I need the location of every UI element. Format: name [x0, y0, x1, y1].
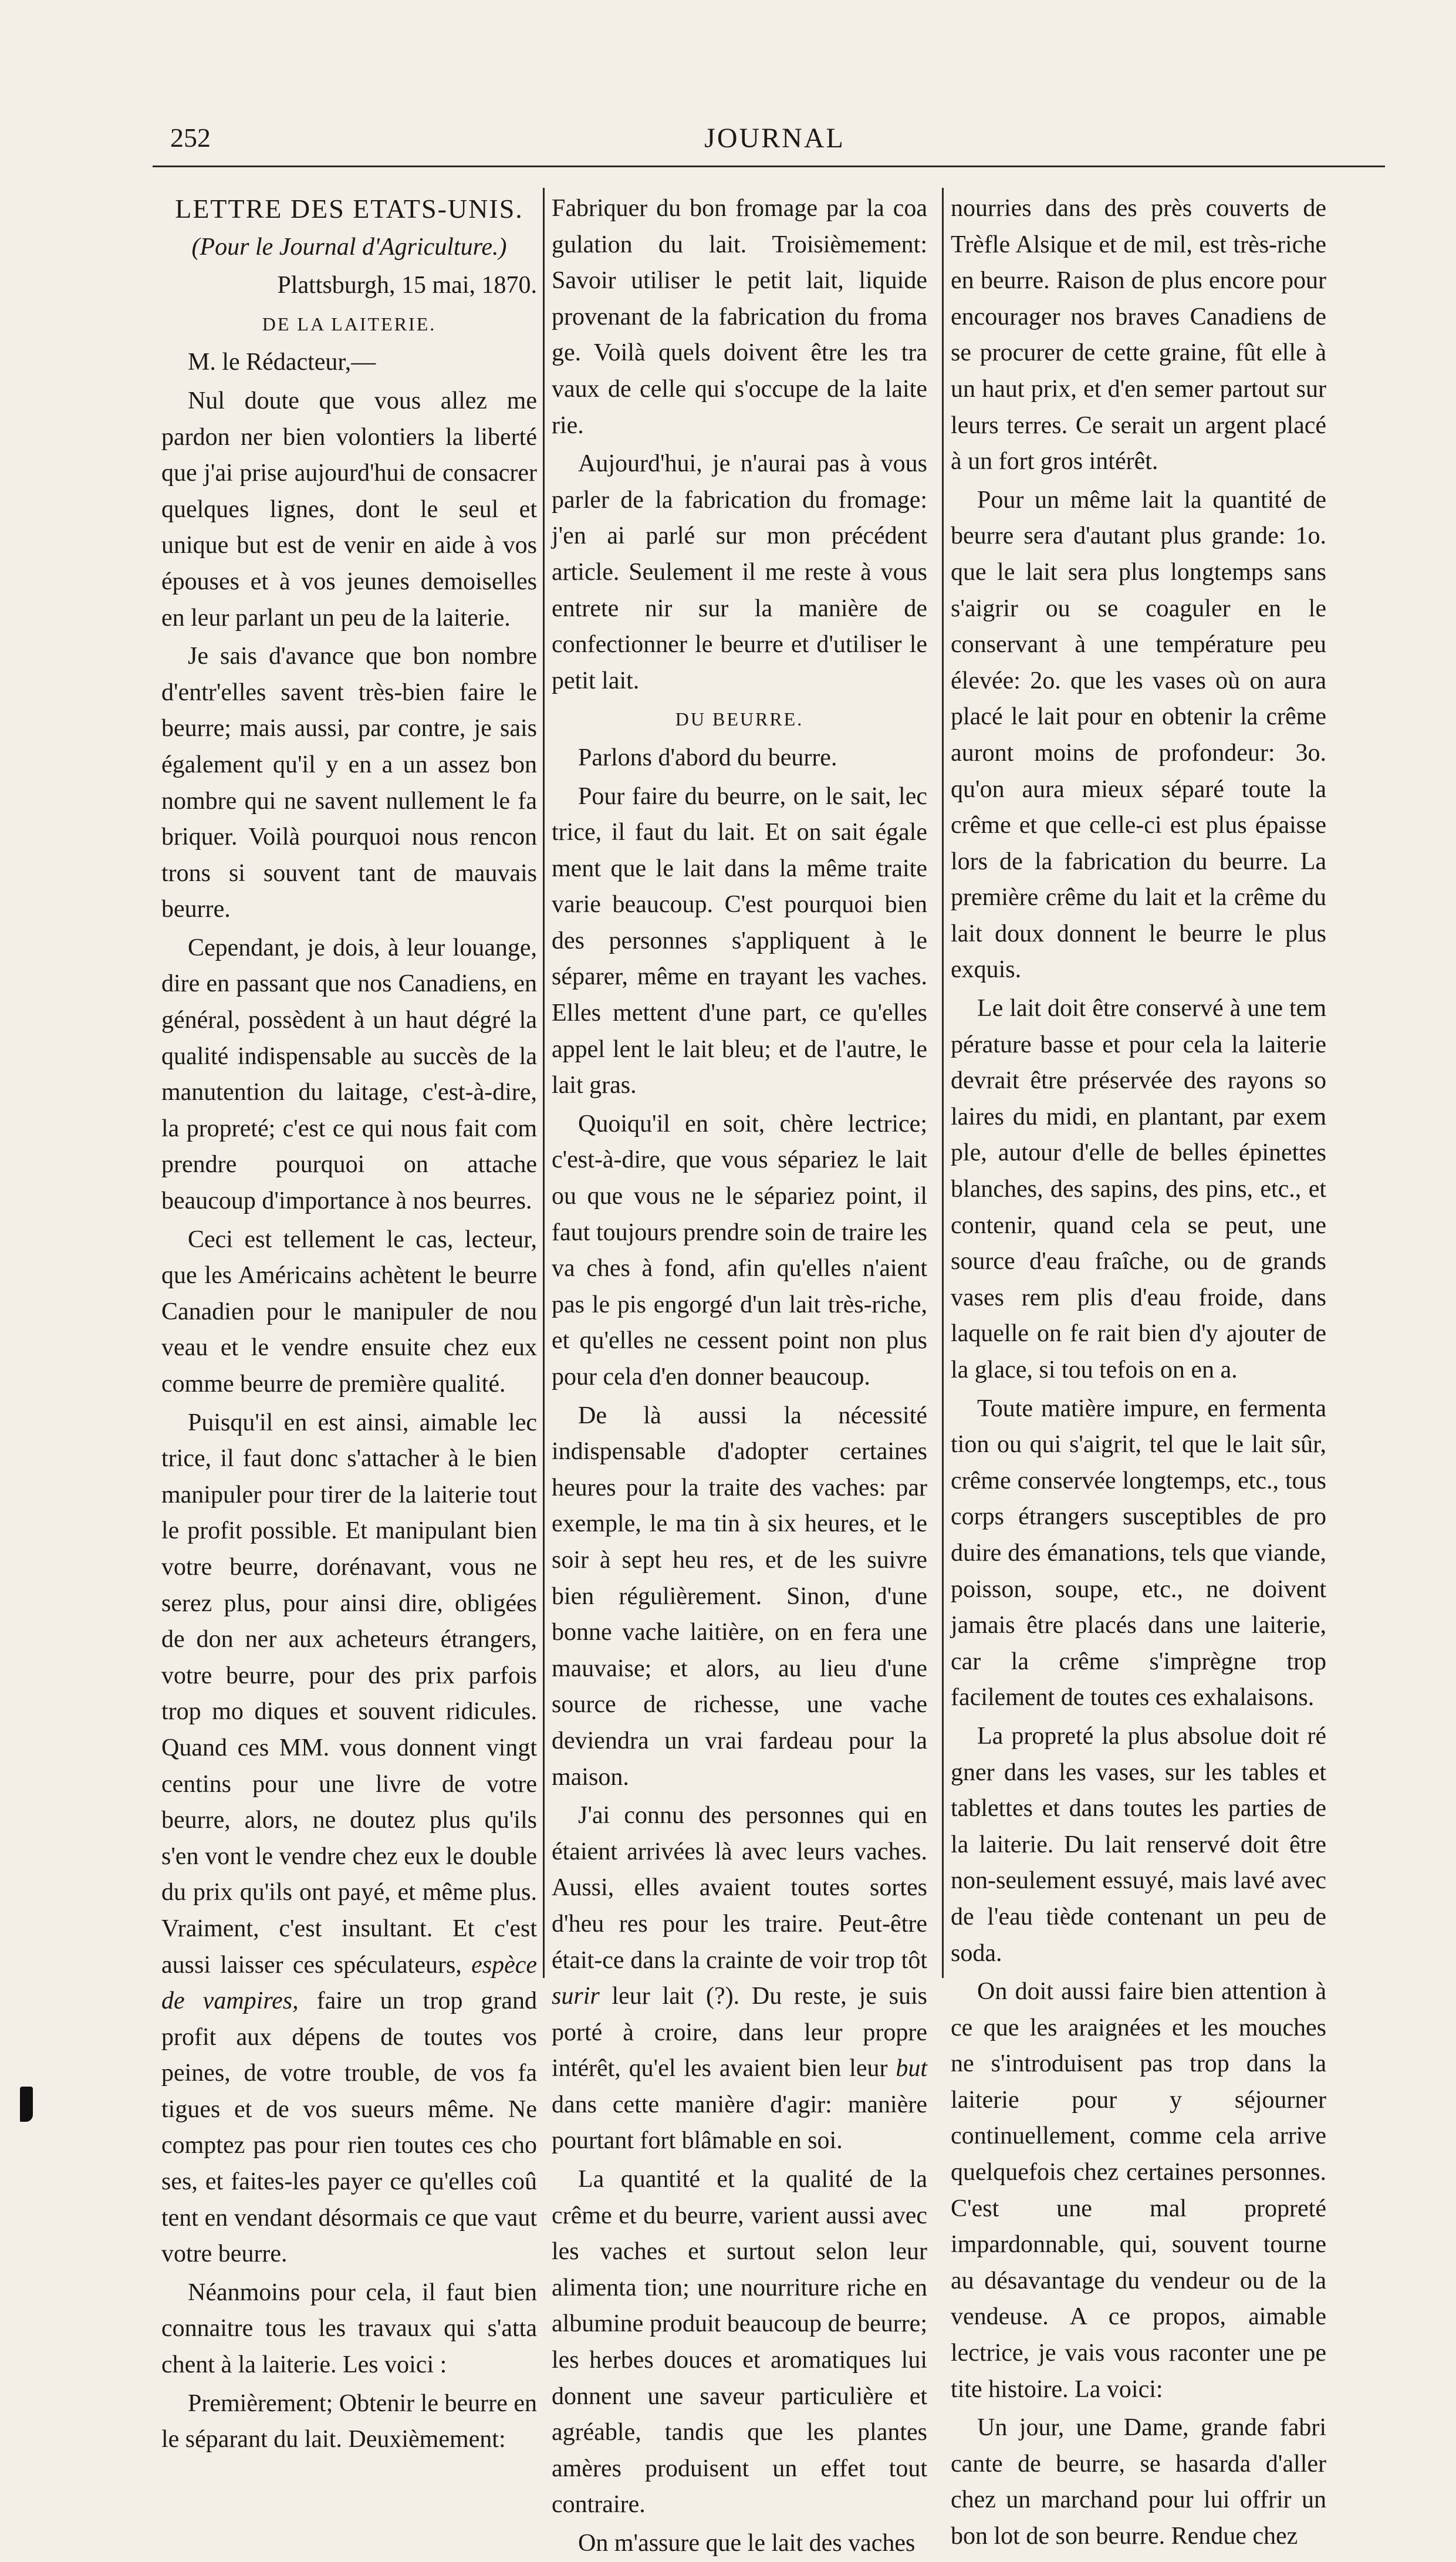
dateline: Plattsburgh, 15 mai, 1870.: [277, 272, 537, 299]
emphasis: espèce de vampires,: [161, 1951, 537, 2015]
emphasis: surir: [552, 1983, 600, 2010]
column-divider: [942, 188, 944, 1978]
article-subtitle: (Pour le Journal d'Agriculture.): [191, 233, 507, 261]
paragraph: Pour un même lait la quantité de beurre sera d'autant plus grande: 1o. que le lait sera plus longtemps sans s'aigrir ou se coaguler en le conservant à une température peu élevée: 2o. que les vases où on aura placé le lait pour en obtenir la crême auront moins de profondeur: 3o. qu'on aura mieux séparé toute la crême et que celle-ci est plus épaisse lors de la fabrication du beurre. La première crême du lait et la crême du lait doux donnent le beurre le plus exquis.: [951, 486, 1326, 984]
paragraph: [552, 1798, 927, 2159]
text-run: Puisqu'il en est ainsi, aimable lec trice, il faut donc s'attacher à le bien manipuler pour tirer de la laiterie tout le profit possible. Et manipulant bien votre beurre, dorénavant, vous ne serez plus, pour ainsi dire, obligées de don ner aux acheteurs étrangers, votre beurre, pour des prix parfois trop mo diques et souvent ridicules. Quand ces MM. vous donnent vingt centins pour une livre de votre beurre, alors, ne doutez plus qu'ils s'en vont le vendre chez eux le double du prix qu'ils ont payé, et même plus. Vraiment, c'est insultant. Et c'est aussi laisser ces spéculateurs,: [161, 1409, 537, 1979]
paragraph: Pour faire du beurre, on le sait, lec trice, il faut du lait. Et on sait égale ment que le lait dans la même traite varie beaucoup. C'est pourquoi bien des personnes s'appliquent à le séparer, même en trayant les vaches. Elles mettent d'une part, ce qu'elles appel lent le lait bleu; et de l'autre, le lait gras.: [552, 782, 927, 1099]
paragraph: Un jour, une Dame, grande fabri cante de beurre, se hasarda d'aller chez un marchand pour lui offrir un bon lot de son beurre. Rendue chez: [951, 2414, 1326, 2550]
section-heading: DE LA LAITERIE.: [262, 313, 437, 335]
text-run: J'ai connu des personnes qui en étaient arrivées là avec leurs vaches. Aussi, elles avaient toutes sortes d'heu res pour les traire. Peut-être était-ce dans la crainte de voir trop tôt: [552, 1802, 927, 1974]
column-3: [951, 191, 1326, 2550]
paragraph: Le lait doit être conservé à une tem pérature basse et pour cela la laiterie devrait être préservée des rayons so laires du midi, en plantant, par exem ple, autour d'elle de belles épinettes blanches, des sapins, des pins, etc., et contenir, quand cela se peut, une source d'eau fraîche, ou de grands vases rem plis d'eau froide, dans laquelle on fe rait bien d'y ajouter de la glace, si tou tefois on en a.: [951, 995, 1326, 1383]
paragraph: Aujourd'hui, je n'aurai pas à vous parler de la fabrication du fromage: j'en ai parlé sur mon précédent article. Seulement il me reste à vous entrete nir sur la manière de confectionner le beurre et d'utiliser le petit lait.: [552, 450, 927, 694]
paragraph: Premièrement; Obtenir le beurre en le séparant du lait. Deuxièmement:: [161, 2389, 537, 2453]
paragraph: Quoiqu'il en soit, chère lectrice; c'est-à-dire, que vous sépariez le lait ou que vous ne le sépariez point, il faut toujours prendre soin de traire les va ches à fond, afin qu'elles n'aient pas le pis engorgé d'un lait très-riche, et qu'elles ne cessent point non plus pour cela d'en donner beaucoup.: [552, 1110, 927, 1390]
paragraph: De là aussi la nécessité indispensable d'adopter certaines heures pour la traite des vaches: par exemple, le ma tin à six heures, et le soir à sept heu res, et de les suivre bien régulièrement. Sinon, d'une bonne vache laitière, on en fera une mauvaise; et alors, au lieu d'une source de richesse, une vache deviendra un vrai fardeau pour la maison.: [552, 1402, 927, 1791]
paragraph: [161, 1405, 537, 2273]
paragraph: Je sais d'avance que bon nombre d'entr'elles savent très-bien faire le beurre; mais aussi, par contre, je sais également qu'il y en a un assez bon nombre qui ne savent nullement le fa briquer. Voilà pourquoi nous rencon trons si souvent tant de mauvais beurre.: [161, 643, 537, 923]
paragraph: Ceci est tellement le cas, lecteur, que les Américains achètent le beurre Canadien pour le manipuler de nou veau et le vendre ensuite chez eux comme beurre de première qualité.: [161, 1226, 537, 1398]
column-2: [552, 191, 928, 2557]
column-1: [161, 191, 537, 2453]
page-number: 252: [170, 123, 211, 153]
paragraph: La quantité et la qualité de la crême et du beurre, varient aussi avec les vaches et surtout selon leur alimenta tion; une nourriture riche en albumine produit beaucoup de beurre; les herbes douces et aromatiques lui donnent une saveur particulière et agréable, tandis que les plantes amères produisent un effet tout contraire.: [552, 2166, 927, 2519]
paragraph: Parlons d'abord du beurre.: [578, 744, 837, 771]
paragraph: Fabriquer du bon fromage par la coa gulation du lait. Troisièmement: Savoir utiliser le petit lait, liquide provenant de la fabrication du froma ge. Voilà quels doivent être les tra vaux de celle qui s'occupe de la laite rie.: [552, 195, 927, 439]
emphasis: but: [896, 2055, 927, 2082]
text-run: dans cette manière d'agir: manière pourtant fort blâmable en soi.: [552, 2091, 927, 2155]
paragraph: Néanmoins pour cela, il faut bien connaitre tous les travaux qui s'atta chent à la laiterie. Les voici :: [161, 2279, 537, 2379]
paragraph: La propreté la plus absolue doit ré gner dans les vases, sur les tables et tablettes et dans toutes les parties de la laiterie. Du lait renservé doit être non-seulement essuyé, mais lavé avec de l'eau tiède contenant un peu de soda.: [951, 1722, 1326, 1967]
paragraph: Cependant, je dois, à leur louange, dire en passant que nos Canadiens, en général, possèdent à un haut dégré la qualité indispensable au succès de la manutention du laitage, c'est-à-dire, la propreté; c'est ce qui nous fait com prendre pourquoi on attache beaucoup d'importance à nos beurres.: [161, 934, 537, 1215]
section-heading: DU BEURRE.: [675, 708, 804, 730]
running-title: JOURNAL: [704, 123, 845, 154]
paragraph: Toute matière impure, en fermenta tion ou qui s'aigrit, tel que le lait sûr, crême conservée longtemps, etc., tous corps étrangers susceptibles de pro duire des émanations, tels que viande, poisson, soupe, etc., ne doivent jamais être placés dans une laiterie, car la crême s'imprègne trop facilement de toutes ces exhalaisons.: [951, 1395, 1326, 1712]
column-divider: [543, 188, 545, 1978]
paragraph: nourries dans des près couverts de Trèfle Alsique et de mil, est très-riche en beurre. Raison de plus encore pour encourager nos braves Canadiens de se procurer de cette graine, fût elle à un haut prix, et d'en semer partout sur leurs terres. Ce serait un argent placé à un fort gros intérêt.: [951, 195, 1326, 475]
ink-mark: [20, 2087, 33, 2122]
article-title: LETTRE DES ETATS-UNIS.: [175, 194, 523, 224]
text-run: leur lait (?). Du reste, je suis porté à croire, dans leur propre intérêt, qu'el les avaient bien leur: [552, 1983, 928, 2082]
text-run: faire un trop grand profit aux dépens de toutes vos peines, de votre trouble, de vos fa tigues et de vos sueurs même. Ne comptez pas pour rien toutes ces cho ses, et faites-les payer ce qu'elles coû tent en vendant désormais ce que vaut votre beurre.: [161, 1987, 537, 2268]
paragraph: On doit aussi faire bien attention à ce que les araignées et les mouches ne s'introduisent pas trop dans la laiterie pour y séjourner continuellement, comme cela arrive quelquefois chez certaines personnes. C'est une mal propreté impardonnable, qui, souvent tourne au désavantage du vendeur ou de la vendeuse. A ce propos, aimable lectrice, je vais vous raconter une pe tite histoire. La voici:: [951, 1978, 1326, 2403]
paragraph: Nul doute que vous allez me pardon ner bien volontiers la liberté que j'ai prise aujourd'hui de consacrer quelques lignes, dont le seul et unique but est de venir en aide à vos épouses et à vos jeunes demoiselles en leur parlant un peu de la laiterie.: [161, 387, 537, 632]
paragraph: On m'assure que le lait des vaches: [578, 2530, 916, 2557]
header-rule: [153, 166, 1385, 167]
page-header: [170, 122, 1379, 157]
salutation: M. le Rédacteur,—: [188, 349, 376, 376]
